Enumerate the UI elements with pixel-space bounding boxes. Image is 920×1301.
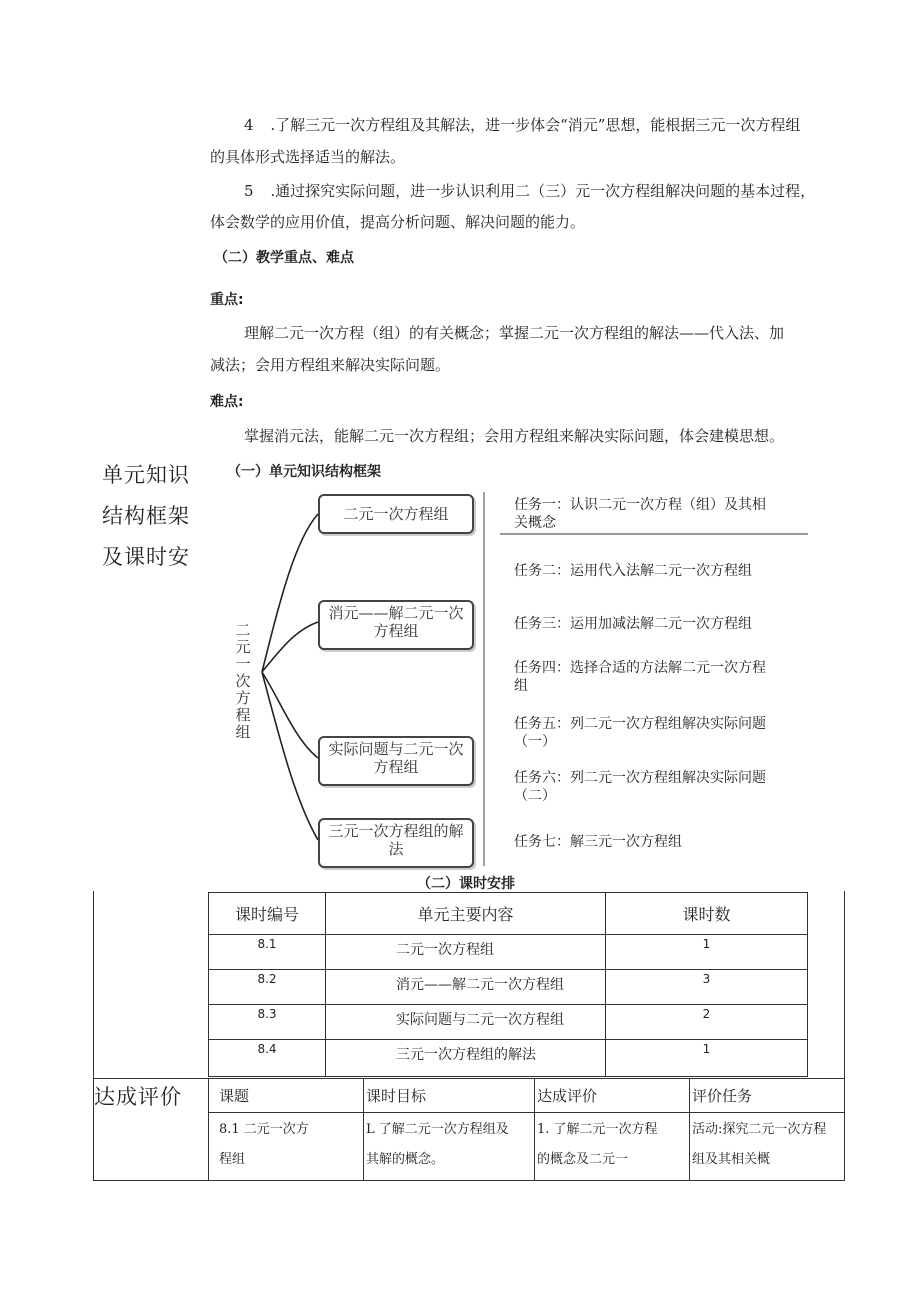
evaluation-task-line2: 组及其相关概 — [692, 1152, 771, 1167]
schedule-header-content: 单元主要内容 — [326, 893, 606, 935]
node-practical-line2: 方程组 — [373, 758, 419, 776]
node-binary-equations-label: 二元一次方程组 — [343, 505, 449, 523]
focus-label: 重点: — [210, 292, 244, 308]
table-row — [209, 1040, 808, 1077]
task-6 — [514, 769, 766, 805]
side-label-evaluation: 达成评价 — [94, 1085, 182, 1109]
task-3 — [514, 615, 752, 633]
evaluation-assess-cell — [535, 1113, 690, 1181]
table-row — [209, 935, 808, 970]
objective-4-text: .了解三元一次方程组及其解法，进一步体会“消元”思想，能根据三元一次方程组 — [270, 116, 801, 134]
schedule-id-cell: 8.4 — [209, 1040, 326, 1077]
schedule-hours-cell: 1 — [606, 1040, 808, 1077]
schedule-hours-cell: 2 — [606, 1005, 808, 1040]
evaluation-topic-cell — [209, 1113, 364, 1181]
connector-4 — [262, 672, 318, 840]
evaluation-goal-line2: 其解的概念。 — [366, 1152, 445, 1167]
outer-frame-right — [844, 891, 845, 1079]
task-2-line1: 任务二：运用代入法解二元一次方程组 — [514, 563, 752, 579]
task-7 — [514, 833, 682, 851]
node-elimination — [318, 600, 474, 650]
difficulty-text: 掌握消元法，能解二元一次方程组；会用方程组来解决实际问题，体会建模思想。 — [244, 427, 785, 445]
evaluation-assess-line2: 的概念及二元一 — [537, 1152, 629, 1167]
key-points-heading: （二）教学重点、难点 — [214, 250, 354, 266]
outer-frame-left — [93, 891, 94, 1079]
evaluation-header-task: 评价任务 — [690, 1079, 845, 1113]
task-5-line1: 任务五：列二元一次方程组解决实际问题 — [514, 716, 766, 732]
task-5-line2: （一） — [514, 734, 556, 750]
evaluation-goal-line1: L 了解二元一次方程组及 — [366, 1122, 509, 1137]
evaluation-header-goal: 课时目标 — [364, 1079, 535, 1113]
side-label-framework-1: 单元知识 — [102, 463, 190, 487]
schedule-id-cell: 8.1 — [209, 935, 326, 970]
task-6-line2: （二） — [514, 788, 556, 804]
schedule-content-cell: 三元一次方程组的解法 — [326, 1040, 606, 1077]
evaluation-table — [93, 1078, 845, 1181]
schedule-hours-cell: 1 — [606, 935, 808, 970]
focus-text-line2: 减法；会用方程组来解决实际问题。 — [210, 356, 451, 374]
schedule-content-cell: 二元一次方程组 — [326, 935, 606, 970]
task-1-line2: 关概念 — [514, 515, 556, 531]
framework-root-label: 二元一次方程组 — [235, 621, 251, 741]
objective-5-line2: 体会数学的应用价值，提高分析问题、解决问题的能力。 — [210, 213, 586, 231]
node-ternary-equations — [318, 818, 474, 868]
schedule-heading: （二）课时安排 — [417, 876, 515, 892]
task-4-line1: 任务四：选择合适的方法解二元一次方程 — [514, 660, 766, 676]
schedule-header-hours: 课时数 — [606, 893, 808, 935]
connector-3 — [262, 672, 318, 758]
objective-4-line2: 的具体形式选择适当的解法。 — [210, 148, 406, 166]
table-row — [209, 970, 808, 1005]
evaluation-header-topic: 课题 — [209, 1079, 364, 1113]
evaluation-header-assess: 达成评价 — [535, 1079, 690, 1113]
task-4-line2: 组 — [514, 678, 528, 694]
schedule-content-cell: 消元——解二元一次方程组 — [326, 970, 606, 1005]
task-3-line1: 任务三：运用加减法解二元一次方程组 — [514, 616, 752, 632]
side-label-framework-2: 结构框架 — [102, 504, 190, 528]
framework-heading: （一）单元知识结构框架 — [227, 464, 381, 480]
objective-5-text: .通过探究实际问题，进一步认识利用二（三）元一次方程组解决问题的基本过程， — [270, 182, 816, 200]
schedule-id-cell: 8.3 — [209, 1005, 326, 1040]
task-6-line1: 任务六：列二元一次方程组解决实际问题 — [514, 770, 766, 786]
node-elimination-line1: 消元——解二元一次 — [328, 604, 464, 622]
focus-text-line1: 理解二元一次方程（组）的有关概念；掌握二元一次方程组的解法——代入法、加 — [244, 324, 785, 342]
task-4 — [514, 659, 766, 695]
evaluation-goal-cell — [364, 1113, 535, 1181]
node-practical-problems — [318, 736, 474, 786]
objective-4-number: 4 — [244, 116, 254, 134]
node-ternary-line2: 法 — [388, 840, 404, 858]
evaluation-side-cell — [94, 1079, 209, 1181]
schedule-content-cell: 实际问题与二元一次方程组 — [326, 1005, 606, 1040]
side-label-framework-3: 及课时安 — [102, 545, 190, 569]
evaluation-task-cell — [690, 1113, 845, 1181]
node-elimination-line2: 方程组 — [373, 622, 419, 640]
connector-2 — [262, 622, 318, 672]
evaluation-topic-line2: 程组 — [219, 1152, 246, 1167]
task-5 — [514, 715, 766, 751]
task-7-line1: 任务七：解三元一次方程组 — [514, 834, 682, 850]
evaluation-topic-line1: 8.1 二元一次方 — [219, 1122, 309, 1137]
evaluation-header-row — [94, 1079, 845, 1113]
node-practical-line1: 实际问题与二元一次 — [328, 740, 464, 758]
task-1 — [514, 496, 766, 532]
node-binary-equations — [318, 494, 474, 534]
difficulty-label: 难点: — [210, 394, 244, 410]
schedule-table — [208, 892, 808, 1077]
schedule-header-id: 课时编号 — [209, 893, 326, 935]
evaluation-assess-line1: 1. 了解二元一次方程 — [537, 1122, 658, 1137]
schedule-header-row — [209, 893, 808, 935]
schedule-hours-cell: 3 — [606, 970, 808, 1005]
node-ternary-line1: 三元一次方程组的解 — [328, 822, 464, 840]
objective-5-number: 5 — [244, 182, 254, 200]
task-2 — [514, 562, 752, 580]
schedule-id-cell: 8.2 — [209, 970, 326, 1005]
task-1-line1: 任务一：认识二元一次方程（组）及其相 — [514, 497, 766, 513]
table-row — [209, 1005, 808, 1040]
connector-1 — [262, 514, 318, 672]
evaluation-task-line1: 活动:探究二元一次方程 — [692, 1122, 827, 1137]
